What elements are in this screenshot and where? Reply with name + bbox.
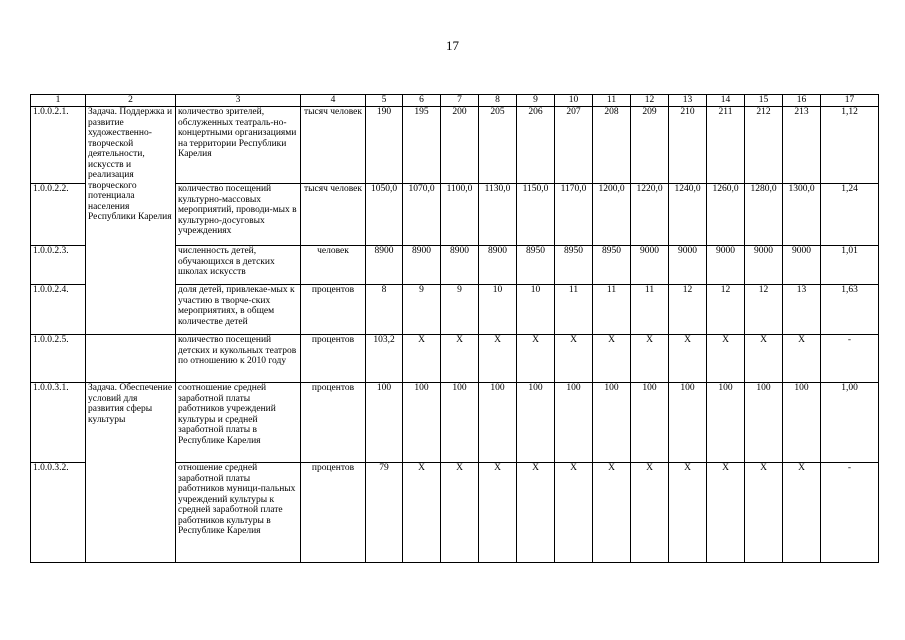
value-cell: 10 <box>479 285 517 335</box>
value-cell: X <box>593 335 631 383</box>
row-code: 1.0.0.2.4. <box>31 285 86 335</box>
value-cell: 10 <box>517 285 555 335</box>
unit-cell: процентов <box>301 463 366 563</box>
value-cell: 1050,0 <box>366 184 403 246</box>
value-cell: 11 <box>631 285 669 335</box>
value-cell: 1170,0 <box>555 184 593 246</box>
header-cell: 15 <box>745 95 783 107</box>
value-cell: X <box>517 335 555 383</box>
header-cell: 17 <box>821 95 879 107</box>
value-cell: 208 <box>593 107 631 184</box>
row-code: 1.0.0.2.3. <box>31 246 86 285</box>
value-cell: 9 <box>403 285 441 335</box>
unit-cell: тысяч человек <box>301 107 366 184</box>
value-cell: X <box>631 335 669 383</box>
value-cell: 103,2 <box>366 335 403 383</box>
value-cell: 210 <box>669 107 707 184</box>
row-code: 1.0.0.3.2. <box>31 463 86 563</box>
unit-cell: человек <box>301 246 366 285</box>
value-cell: X <box>403 463 441 563</box>
value-cell: X <box>479 463 517 563</box>
value-cell: X <box>783 335 821 383</box>
indicator-cell: количество зрителей, обслуженных театраль-но-концертными организациями на территории Республики Карелия <box>176 107 301 184</box>
value-cell: 13 <box>783 285 821 335</box>
value-cell: - <box>821 463 879 563</box>
header-cell: 9 <box>517 95 555 107</box>
table-row <box>31 383 879 463</box>
table-row <box>31 107 879 184</box>
value-cell: 100 <box>441 383 479 463</box>
row-code: 1.0.0.3.1. <box>31 383 86 463</box>
value-cell: 100 <box>707 383 745 463</box>
value-cell: 9000 <box>745 246 783 285</box>
value-cell: 9000 <box>783 246 821 285</box>
value-cell: 9 <box>441 285 479 335</box>
value-cell: X <box>669 335 707 383</box>
value-cell: 211 <box>707 107 745 184</box>
value-cell: 1,00 <box>821 383 879 463</box>
value-cell: X <box>479 335 517 383</box>
value-cell: 12 <box>669 285 707 335</box>
value-cell: 8950 <box>517 246 555 285</box>
value-cell: 79 <box>366 463 403 563</box>
indicator-cell: доля детей, привлекае-мых к участию в творче-ских мероприятиях, в общем количестве детей <box>176 285 301 335</box>
header-cell: 16 <box>783 95 821 107</box>
value-cell: 8900 <box>403 246 441 285</box>
indicator-cell: отношение средней заработной платы работников муници-пальных учреждений культуры к средней заработной плате работников культуры в Республике Карелия <box>176 463 301 563</box>
header-cell: 6 <box>403 95 441 107</box>
value-cell: 11 <box>593 285 631 335</box>
value-cell: 100 <box>403 383 441 463</box>
page-number: 17 <box>446 38 459 53</box>
value-cell: 100 <box>593 383 631 463</box>
indicator-cell: количество посещений культурно-массовых мероприятий, проводи-мых в культурно-досуговых учреждениях <box>176 184 301 246</box>
value-cell: 1260,0 <box>707 184 745 246</box>
value-cell: 206 <box>517 107 555 184</box>
header-cell: 7 <box>441 95 479 107</box>
row-code: 1.0.0.2.5. <box>31 335 86 383</box>
value-cell: 8950 <box>555 246 593 285</box>
value-cell: X <box>631 463 669 563</box>
value-cell: X <box>745 335 783 383</box>
value-cell: 9000 <box>707 246 745 285</box>
value-cell: 212 <box>745 107 783 184</box>
header-cell: 3 <box>176 95 301 107</box>
value-cell: 9000 <box>669 246 707 285</box>
value-cell: X <box>745 463 783 563</box>
indicator-cell: соотношение средней заработной платы работников учреждений культуры и средней заработной платы в Республике Карелия <box>176 383 301 463</box>
value-cell: 1240,0 <box>669 184 707 246</box>
value-cell: 100 <box>783 383 821 463</box>
value-cell: 100 <box>745 383 783 463</box>
value-cell: 213 <box>783 107 821 184</box>
value-cell: 1280,0 <box>745 184 783 246</box>
header-cell: 5 <box>366 95 403 107</box>
value-cell: X <box>555 463 593 563</box>
value-cell: 100 <box>517 383 555 463</box>
value-cell: 100 <box>555 383 593 463</box>
value-cell: 100 <box>479 383 517 463</box>
value-cell: 190 <box>366 107 403 184</box>
value-cell: 1300,0 <box>783 184 821 246</box>
indicator-table <box>30 94 879 563</box>
value-cell: 8950 <box>593 246 631 285</box>
row-code: 1.0.0.2.1. <box>31 107 86 184</box>
header-row <box>31 95 879 107</box>
header-cell: 10 <box>555 95 593 107</box>
value-cell: X <box>669 463 707 563</box>
value-cell: X <box>555 335 593 383</box>
value-cell: 100 <box>366 383 403 463</box>
value-cell: X <box>593 463 631 563</box>
indicator-cell: количество посещений детских и кукольных театров по отношению к 2010 году <box>176 335 301 383</box>
header-cell: 1 <box>31 95 86 107</box>
task-cell: Задача. Обеспечение условий для развития сферы культуры <box>86 383 176 563</box>
value-cell: 1130,0 <box>479 184 517 246</box>
header-cell: 8 <box>479 95 517 107</box>
value-cell: 8900 <box>441 246 479 285</box>
unit-cell: процентов <box>301 335 366 383</box>
task-cell: Задача. Поддержка и развитие художественно-творческой деятельности, искусств и реализация творческого потенциала населения Республики Карелия <box>86 107 176 335</box>
value-cell: 1,01 <box>821 246 879 285</box>
header-cell: 4 <box>301 95 366 107</box>
value-cell: 1100,0 <box>441 184 479 246</box>
value-cell: 209 <box>631 107 669 184</box>
empty-task-cell <box>86 335 176 383</box>
value-cell: 12 <box>745 285 783 335</box>
value-cell: X <box>517 463 555 563</box>
value-cell: 9000 <box>631 246 669 285</box>
value-cell: 1,24 <box>821 184 879 246</box>
value-cell: 100 <box>669 383 707 463</box>
value-cell: 11 <box>555 285 593 335</box>
value-cell: X <box>707 463 745 563</box>
value-cell: X <box>403 335 441 383</box>
unit-cell: процентов <box>301 285 366 335</box>
table-row <box>31 335 879 383</box>
value-cell: 200 <box>441 107 479 184</box>
value-cell: X <box>441 335 479 383</box>
value-cell: X <box>441 463 479 563</box>
header-cell: 11 <box>593 95 631 107</box>
value-cell: X <box>783 463 821 563</box>
value-cell: 195 <box>403 107 441 184</box>
header-cell: 14 <box>707 95 745 107</box>
value-cell: - <box>821 335 879 383</box>
row-code: 1.0.0.2.2. <box>31 184 86 246</box>
value-cell: 100 <box>631 383 669 463</box>
value-cell: 1,63 <box>821 285 879 335</box>
value-cell: 205 <box>479 107 517 184</box>
header-cell: 12 <box>631 95 669 107</box>
value-cell: 1220,0 <box>631 184 669 246</box>
value-cell: 1200,0 <box>593 184 631 246</box>
value-cell: 8 <box>366 285 403 335</box>
value-cell: 207 <box>555 107 593 184</box>
unit-cell: тысяч человек <box>301 184 366 246</box>
unit-cell: процентов <box>301 383 366 463</box>
value-cell: 1,12 <box>821 107 879 184</box>
value-cell: 12 <box>707 285 745 335</box>
value-cell: 8900 <box>479 246 517 285</box>
value-cell: X <box>707 335 745 383</box>
value-cell: 1150,0 <box>517 184 555 246</box>
value-cell: 8900 <box>366 246 403 285</box>
indicator-cell: численность детей, обучающихся в детских школах искусств <box>176 246 301 285</box>
header-cell: 13 <box>669 95 707 107</box>
header-cell: 2 <box>86 95 176 107</box>
value-cell: 1070,0 <box>403 184 441 246</box>
